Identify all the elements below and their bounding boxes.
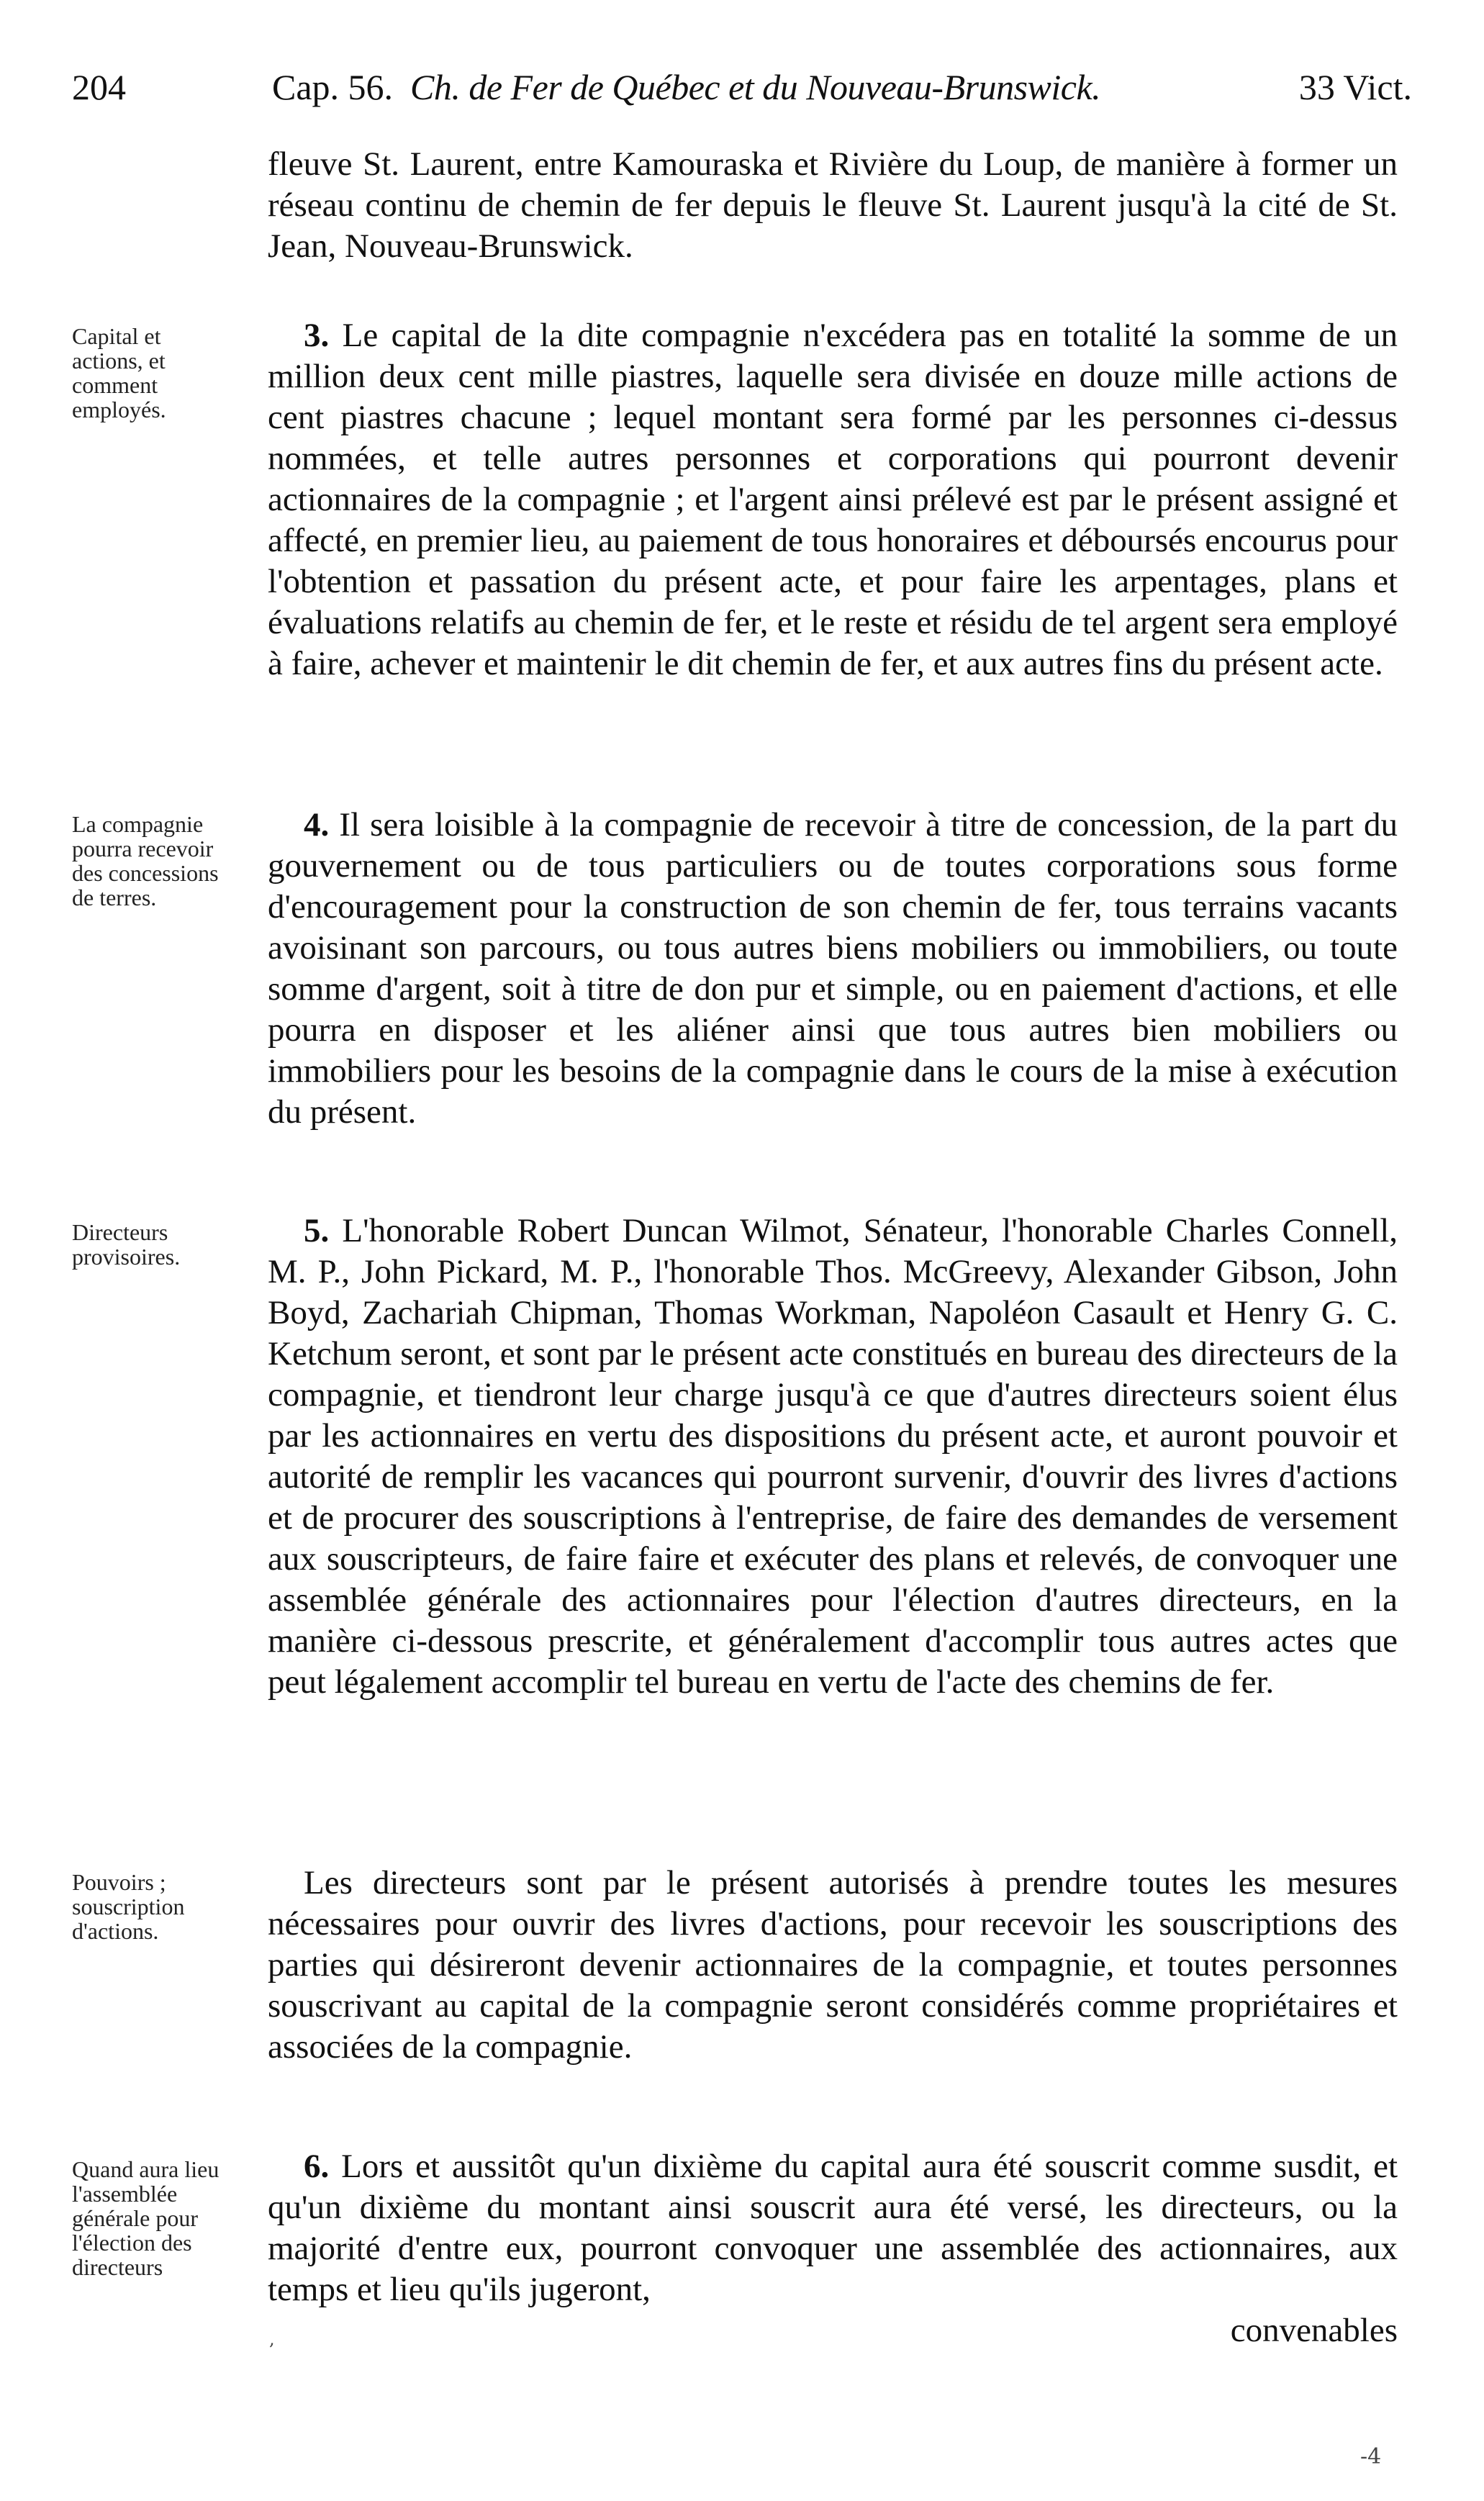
section-5 — [268, 1211, 1398, 1703]
section-number: 6. — [304, 2148, 330, 2185]
section-number: 4. — [304, 806, 330, 844]
paragraph-pouvoirs — [268, 1863, 1398, 2068]
margin-note-capital: Capital et actions, et comment employés. — [72, 323, 166, 422]
margin-note-directeurs: Directeurs provisoires. — [72, 1219, 181, 1270]
section-number: 3. — [304, 317, 330, 354]
section-text: Il sera loisible à la compagnie de recevoir à titre de concession, de la part du gouvernement ou de tous particuliers ou de toutes corporations sous forme d'encouragement pour la construction de son chemin de fer, tous terrains vacants avoisinant son parcours, ou tous autres biens mobiliers ou immobiliers, ou toute somme d'argent, soit à titre de don pur et simple, ou en paiement d'actions, et elle pourra en disposer et les aliéner ainsi que tous autres bien mobiliers ou immobiliers pour les besoins de la compagnie dans le cours de la mise à exécution du présent. — [268, 806, 1398, 1131]
catchword — [268, 2310, 1398, 2351]
regnal-year: 33 Vict. — [1298, 67, 1412, 107]
section-3 — [268, 315, 1398, 684]
page-number: 204 — [72, 67, 126, 107]
chapter-label: Cap. 56. — [272, 67, 394, 107]
paragraph-continuation — [268, 144, 1398, 267]
margin-note-assemblee: Quand aura lieu l'assemblée générale pour l'élection des directeurs — [72, 2156, 220, 2280]
section-text: Le capital de la dite compagnie n'excédera pas en totalité la somme de un million deux cent mille piastres, laquelle sera divisée en douze mille actions de cent piastres chacune ; lequel montant sera formé par les personnes ci-dessus nommées, et telle autres personnes et corporations qui pourront devenir actionnaires de la compagnie ; et l'argent ainsi prélevé est par le présent assigné et affecté, en premier lieu, au paiement de tous honoraires et déboursés encourus pour l'obtention et passation du présent acte, et pour faire les arpentages, plans et évaluations relatifs au chemin de fer, et le reste et résidu de tel argent sera employé à faire, achever et maintenir le dit chemin de fer, et aux autres fins du présent acte. — [268, 317, 1398, 682]
stray-mark: , — [269, 2329, 275, 2349]
section-text: L'honorable Robert Duncan Wilmot, Sénateur, l'honorable Charles Connell, M. P., John Pickard, M. P., l'honorable Thos. McGreevy, Alexander Gibson, John Boyd, Zachariah Chipman, Thomas Workman, Napoléon Casault et Henry G. C. Ketchum seront, et sont par le présent acte constitués en bureau des directeurs de la compagnie, et tiendront leur charge jusqu'à ce que d'autres directeurs soient élus par les actionnaires en vertu des dispositions du présent acte, et auront pouvoir et autorité de remplir les vacances qui pourront survenir, d'ouvrir des livres d'actions et de procurer des souscriptions à l'entreprise, de faire des demandes de versement aux souscripteurs, de faire faire et exécuter des plans et relevés, de convoquer une assemblée générale des actionnaires pour l'élection d'autres directeurs, en la manière ci-dessous prescrite, et généralement d'accomplir tous autres actes que peut légalement accomplir tel bureau en vertu de l'acte des chemins de fer. — [268, 1212, 1398, 1701]
margin-note-pouvoirs: Pouvoirs ; souscription d'actions. — [72, 1869, 185, 1944]
section-6 — [268, 2146, 1398, 2310]
paragraph-text: Les directeurs sont par le présent autorisés à prendre toutes les mesures nécessaires pour ouvrir des livres d'actions, pour recevoir les souscriptions des parties qui désireront devenir actionnaires de la compagnie, et toutes personnes souscrivant au capital de la compagnie seront considérés comme propriétaires et associées de la compagnie. — [268, 1864, 1398, 2066]
footer-mark: -4 — [1360, 2444, 1382, 2469]
running-header — [72, 66, 1412, 117]
section-number: 5. — [304, 1212, 330, 1249]
act-title: Ch. de Fer de Québec et du Nouveau-Brunswick. — [410, 67, 1101, 107]
section-4 — [268, 805, 1398, 1133]
margin-note-concessions: La compagnie pourra recevoir des concessions de terres. — [72, 811, 219, 910]
section-text: Lors et aussitôt qu'un dixième du capital aura été souscrit comme susdit, et qu'un dixième du montant ainsi souscrit aura été versé, les directeurs, ou la majorité d'entre eux, pourront convoquer une assemblée des actionnaires, aux temps et lieu qu'ils jugeront, — [268, 2148, 1398, 2308]
paragraph-text: fleuve St. Laurent, entre Kamouraska et Rivière du Loup, de manière à former un réseau continu de chemin de fer depuis le fleuve St. Laurent jusqu'à la cité de St. Jean, Nouveau-Brunswick. — [268, 145, 1398, 265]
catchword-text: convenables — [1230, 2312, 1398, 2349]
